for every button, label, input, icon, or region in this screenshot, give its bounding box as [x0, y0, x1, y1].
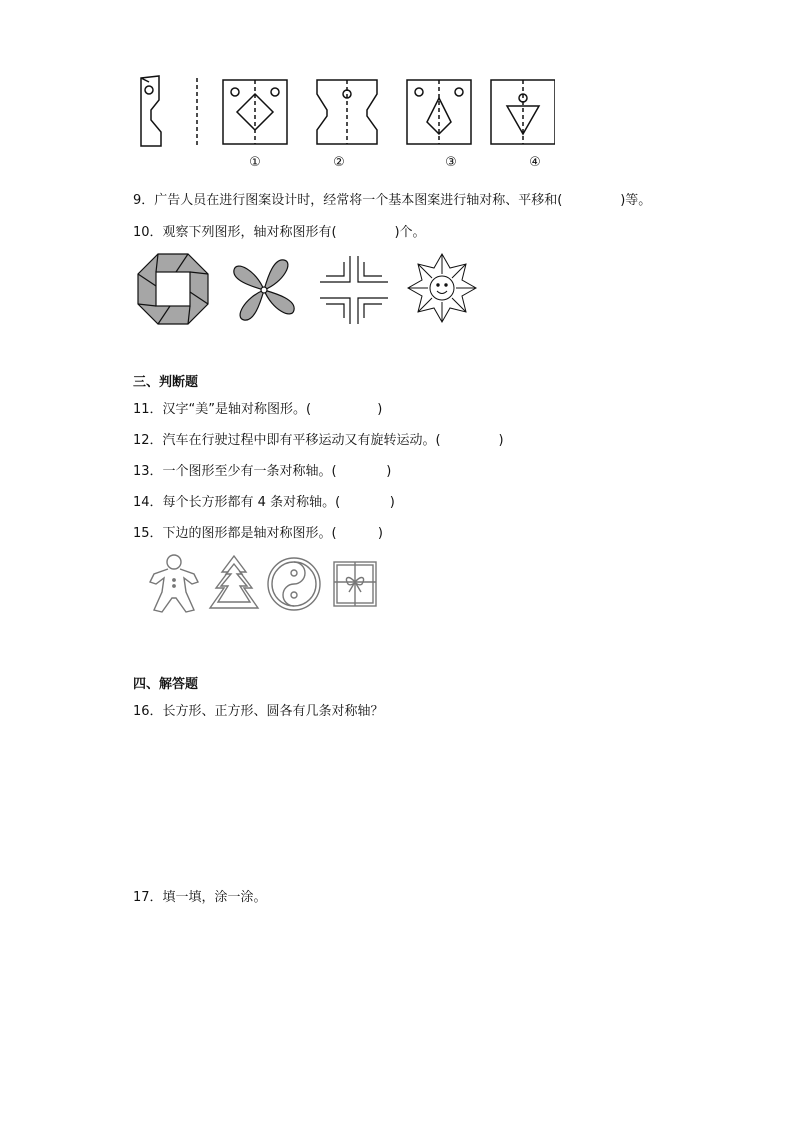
question-15: 15．下边的图形都是轴对称图形。( ) — [133, 526, 384, 541]
section-3-heading: 三、判断题 — [133, 375, 199, 390]
question-16: 16．长方形、正方形、圆各有几条对称轴？ — [133, 704, 384, 719]
four-petal-figure — [234, 260, 294, 320]
q15-figures — [144, 552, 380, 616]
folded-strip-figure — [141, 76, 161, 146]
tree-figure — [210, 556, 258, 608]
question-12: 12．汽车在行驶过程中即有平移运动又有旋转运动。( ) — [133, 433, 504, 448]
question-11: 11．汉字“美”是轴对称图形。( ) — [133, 402, 383, 417]
question-13: 13．一个图形至少有一条对称轴。( ) — [133, 464, 392, 479]
shaded-octagon-figure — [138, 254, 208, 324]
option-2-figure — [317, 80, 377, 144]
question-10: 10．观察下列图形，轴对称图形有( )个。 — [133, 225, 426, 240]
yin-yang-figure — [268, 558, 320, 610]
gingerbread-figure — [150, 555, 198, 612]
option-1-label: ① — [249, 155, 261, 170]
question-17: 17．填一填，涂一涂。 — [133, 890, 267, 905]
folded-paper-figures — [135, 72, 555, 152]
option-1-figure — [223, 80, 287, 144]
sun-star-figure — [408, 254, 476, 322]
option-3-label: ③ — [445, 155, 457, 170]
gift-box-figure — [334, 562, 376, 606]
question-14: 14．每个长方形都有 4 条对称轴。( ) — [133, 495, 395, 510]
crossroads-figure — [320, 256, 388, 324]
option-3-figure — [407, 80, 471, 144]
option-4-figure — [491, 80, 555, 144]
option-2-label: ② — [333, 155, 345, 170]
section-4-heading: 四、解答题 — [133, 677, 199, 692]
question-9: 9．广告人员在进行图案设计时，经常将一个基本图案进行轴对称、平移和( )等。 — [133, 193, 652, 208]
q10-figures — [136, 252, 482, 328]
option-4-label: ④ — [529, 155, 541, 170]
